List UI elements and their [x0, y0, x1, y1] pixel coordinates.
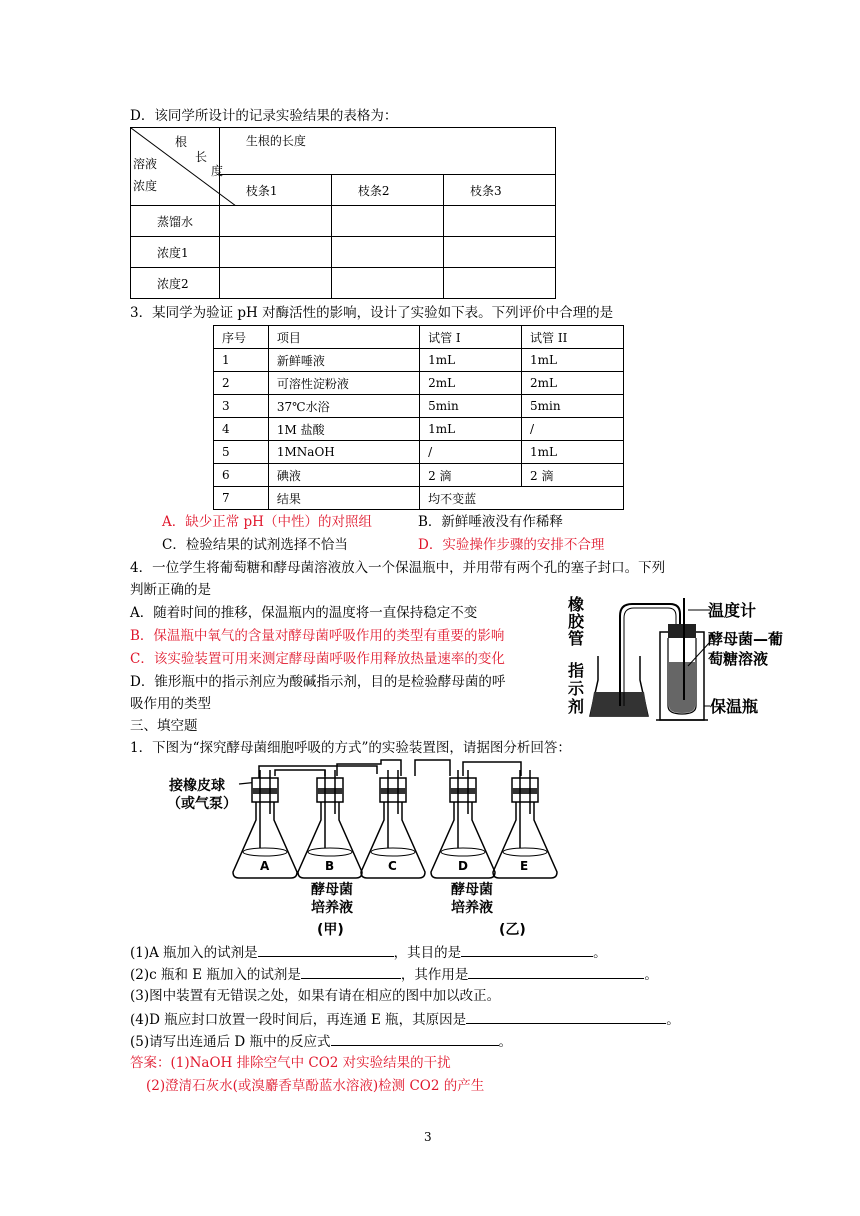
label-thermometer: 温度计: [708, 601, 757, 620]
q4-option-d-2: 吸作用的类型: [130, 696, 211, 712]
label-yeast-1: 酵母菌—葡: [708, 630, 784, 648]
cell: 均不变蓝: [420, 487, 624, 510]
cell: 1mL: [522, 349, 624, 372]
table-row: [214, 349, 624, 372]
table-header: 序号: [214, 326, 269, 349]
q4-stem-1: 4．一位学生将葡萄糖和酵母菌溶液放入一个保温瓶中，并用带有两个孔的塞子封口。下列: [130, 560, 666, 576]
label-rubber-tube-1: 橡: [568, 596, 585, 614]
cell: 2 滴: [522, 464, 624, 487]
q4-option-c: C．该实验装置可用来测定酵母菌呼吸作用释放热量速率的变化: [130, 651, 505, 667]
flask-a: [233, 770, 297, 878]
cell: 4: [214, 418, 269, 441]
label-rubber-tube-3: 管: [568, 629, 585, 648]
section-heading: 三、填空题: [130, 718, 198, 734]
table-row: [214, 372, 624, 395]
cell: 37℃水浴: [268, 395, 419, 418]
label-pump-2: （或气泵）: [167, 796, 237, 812]
flask-label-d: D: [458, 859, 468, 873]
col-branch-1: 枝条1: [219, 175, 331, 206]
record-table: [130, 127, 556, 299]
table-row: [214, 441, 624, 464]
cell: 1mL: [420, 418, 522, 441]
diag-label-long: 长: [195, 150, 208, 164]
cell: 可溶性淀粉液: [268, 372, 419, 395]
diag-label-conc: 浓度: [133, 179, 158, 193]
label-culture-b-1: 酵母菌: [311, 882, 353, 898]
diag-label-degree: 度: [211, 164, 224, 178]
table-header: 试管 II: [522, 326, 624, 349]
diag-label-root: 根: [175, 135, 188, 149]
q1-sub-5: (5)请写出连通后 D 瓶中的反应式 。: [130, 1031, 512, 1052]
cell: 碘液: [268, 464, 419, 487]
cell: 5min: [522, 395, 624, 418]
q3-option-d: D．实验操作步骤的安排不合理: [418, 537, 605, 553]
blank-reagent-a[interactable]: [258, 942, 394, 957]
answer-2: (2)澄清石灰水(或溴麝香草酚蓝水溶液)检测 CO2 的产生: [146, 1078, 485, 1094]
q1-sub-4: (4)D 瓶应封口放置一段时间后，再连通 E 瓶，其原因是 。: [130, 1009, 680, 1030]
q1-sub-1: (1)A 瓶加入的试剂是 ，其目的是 。: [130, 942, 607, 963]
cell: 5: [214, 441, 269, 464]
flask-label-b: B: [325, 859, 335, 873]
label-pump-1: 接橡皮球: [169, 778, 225, 794]
q3-stem: 3．某同学为验证 pH 对酶活性的影响，设计了实验如下表。下列评价中合理的是: [130, 305, 614, 321]
q1-stem: 1．下图为“探究酵母菌细胞呼吸的方式”的实验装置图，请据图分析回答：: [130, 740, 571, 756]
col-branch-2: 枝条2: [331, 175, 443, 206]
cell: 2: [214, 372, 269, 395]
diag-label-solution: 溶液: [133, 157, 158, 171]
blank-purpose-a[interactable]: [461, 942, 593, 957]
col-branch-3: 枝条3: [443, 175, 555, 206]
blank-reagent-ce[interactable]: [301, 964, 401, 979]
diagonal-header-cell: [131, 128, 224, 206]
table-header: 试管 I: [420, 326, 522, 349]
cell: 2mL: [522, 372, 624, 395]
label-culture-d-1: 酵母菌: [451, 882, 493, 898]
table-row: [214, 487, 624, 510]
flask-b: [298, 770, 362, 878]
q4-option-b: B．保温瓶中氧气的含量对酵母菌呼吸作用的类型有重要的影响: [130, 628, 505, 644]
label-culture-b-2: 培养液: [311, 900, 353, 916]
cell: 1M 盐酸: [268, 418, 419, 441]
yeast-respiration-apparatus-figure: [165, 756, 565, 942]
cell: 5min: [420, 395, 522, 418]
label-rubber-tube-2: 胶: [568, 612, 585, 631]
cell: 7: [214, 487, 269, 510]
cell: 2 滴: [420, 464, 522, 487]
cell: 2mL: [420, 372, 522, 395]
label-indicator-2: 示: [568, 679, 585, 698]
blank-function-ce[interactable]: [468, 964, 644, 979]
cell: 1mL: [522, 441, 624, 464]
label-indicator-1: 指: [568, 661, 585, 680]
cell: 1mL: [420, 349, 522, 372]
table-header: 项目: [268, 326, 419, 349]
option-d-line: D．该同学所设计的记录实验结果的表格为：: [130, 108, 398, 124]
cell: 结果: [268, 487, 419, 510]
label-jia: (甲): [317, 922, 344, 938]
flask-label-e: E: [520, 859, 529, 873]
q4-stem-2: 判断正确的是: [130, 582, 211, 598]
q3-option-c: C．检验结果的试剂选择不恰当: [162, 537, 348, 553]
cell: 3: [214, 395, 269, 418]
label-culture-d-2: 培养液: [451, 900, 493, 916]
flask-label-c: C: [388, 859, 397, 873]
page-number: 3: [424, 1130, 432, 1144]
label-indicator-3: 剂: [568, 697, 585, 716]
cell: 1MNaOH: [268, 441, 419, 464]
header-root-length: 生根的长度: [219, 128, 555, 175]
q3-option-a: A．缺少正常 pH（中性）的对照组: [162, 514, 372, 530]
label-yi: (乙): [499, 922, 526, 938]
q1-sub-2: (2)c 瓶和 E 瓶加入的试剂是 ，其作用是 。: [130, 964, 658, 985]
row-label: 蒸馏水: [131, 206, 220, 237]
row-label: 浓度2: [131, 268, 220, 299]
cell: 1: [214, 349, 269, 372]
answer-1: 答案：(1)NaOH 排除空气中 CO2 对实验结果的干扰: [130, 1055, 451, 1071]
flask-d: [431, 770, 495, 878]
row-label: 浓度1: [131, 237, 220, 268]
q3-option-b: B．新鲜唾液没有作稀释: [418, 514, 563, 530]
cell: 6: [214, 464, 269, 487]
table-row: [214, 395, 624, 418]
flask-label-a: A: [260, 859, 270, 873]
label-yeast-2: 萄糖溶液: [708, 650, 769, 668]
cell: 新鲜唾液: [268, 349, 419, 372]
cell: /: [420, 441, 522, 464]
label-thermos: 保温瓶: [710, 697, 759, 716]
flask-e: [493, 770, 557, 878]
thermos-apparatus-figure: [560, 596, 800, 722]
flask-c: [361, 770, 425, 878]
blank-reason-d[interactable]: [466, 1009, 666, 1024]
table-row: [214, 464, 624, 487]
q4-option-d-1: D．锥形瓶中的指示剂应为酸碱指示剂，目的是检验酵母菌的呼: [130, 674, 506, 690]
blank-equation-d[interactable]: [331, 1031, 499, 1046]
q1-sub-3: (3)图中装置有无错误之处，如果有请在相应的图中加以改正。: [130, 988, 501, 1004]
table-row: [214, 418, 624, 441]
ph-experiment-table: [213, 325, 624, 510]
cell: /: [522, 418, 624, 441]
q4-option-a: A．随着时间的推移，保温瓶内的温度将一直保持稳定不变: [130, 605, 478, 621]
